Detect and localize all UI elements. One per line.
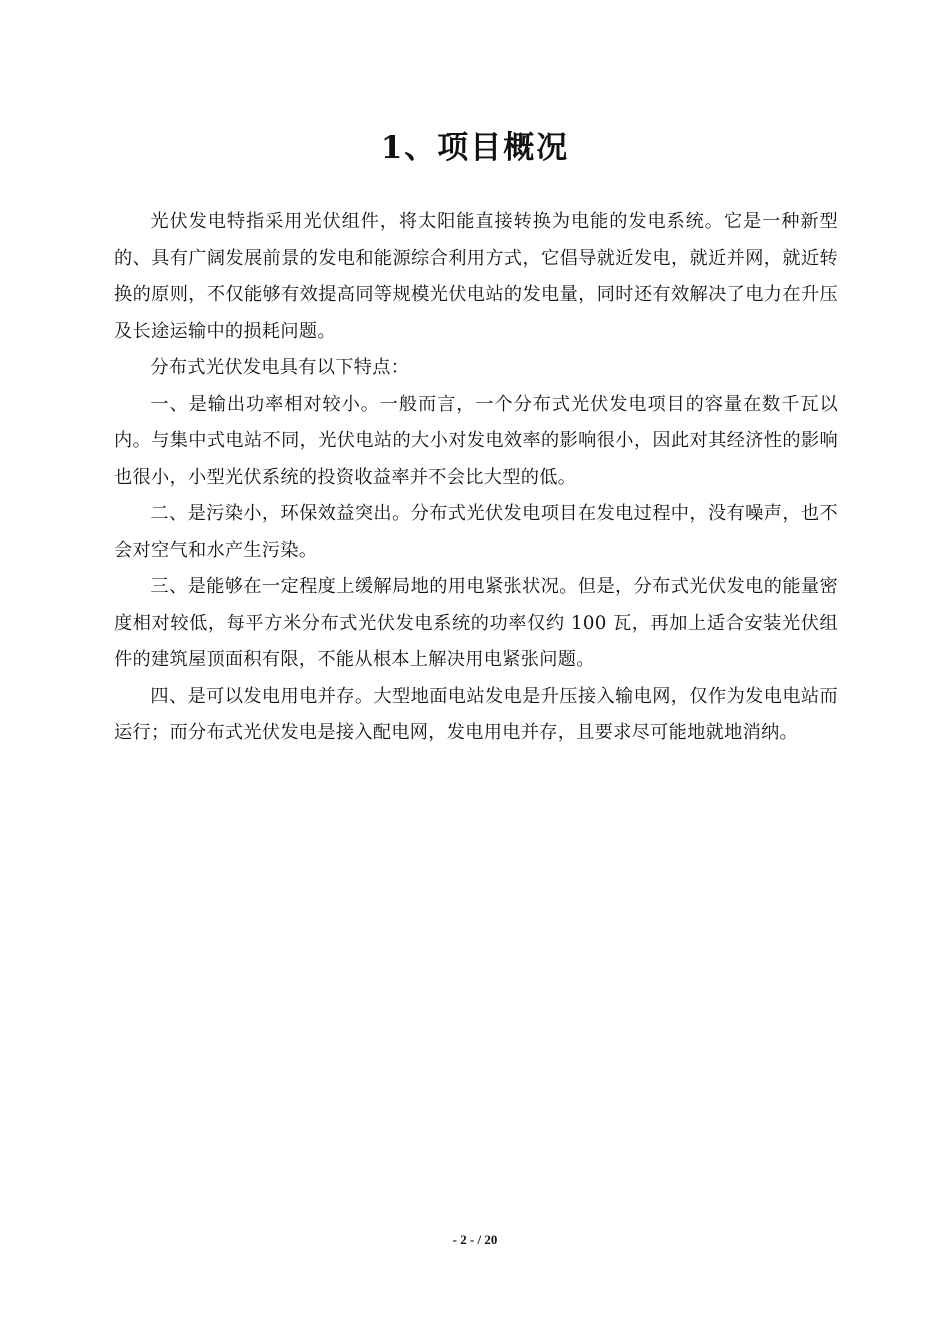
paragraph-features-lead: 分布式光伏发电具有以下特点：	[150, 357, 410, 378]
paragraph-feature-2: 二、是污染小，环保效益突出。分布式光伏发电项目在发电过程中，没有噪声，也不会对空气和水产生污染。	[114, 503, 838, 561]
paragraph-feature-4: 四、是可以发电用电并存。大型地面电站发电是升压接入输电网，仅作为发电电站而运行；而分布式光伏发电是接入配电网，发电用电并存，且要求尽可能地就地消纳。	[114, 685, 838, 743]
paragraph-intro: 光伏发电特指采用光伏组件，将太阳能直接转换为电能的发电系统。它是一种新型的、具有广阔发展前景的发电和能源综合利用方式，它倡导就近发电，就近并网，就近转换的原则，不仅能够有效提高同等规模光伏电站的发电量，同时还有效解决了电力在升压及长途运输中的损耗问题。	[114, 211, 838, 342]
paragraph-feature-1: 一、是输出功率相对较小。一般而言，一个分布式光伏发电项目的容量在数千瓦以内。与集中式电站不同，光伏电站的大小对发电效率的影响很小，因此对其经济性的影响也很小，小型光伏系统的投资收益率并不会比大型的低。	[114, 393, 838, 488]
body-text	[114, 204, 838, 752]
page-number: - 2 - / 20	[452, 1232, 498, 1247]
page-title: 1、项目概况	[380, 130, 570, 166]
paragraph-feature-3: 三、是能够在一定程度上缓解局地的用电紧张状况。但是，分布式光伏发电的能量密度相对较低，每平方米分布式光伏发电系统的功率仅约 100 瓦，再加上适合安装光伏组件的建筑屋顶面积有限，不能从根本上解决用电紧张问题。	[114, 576, 838, 670]
